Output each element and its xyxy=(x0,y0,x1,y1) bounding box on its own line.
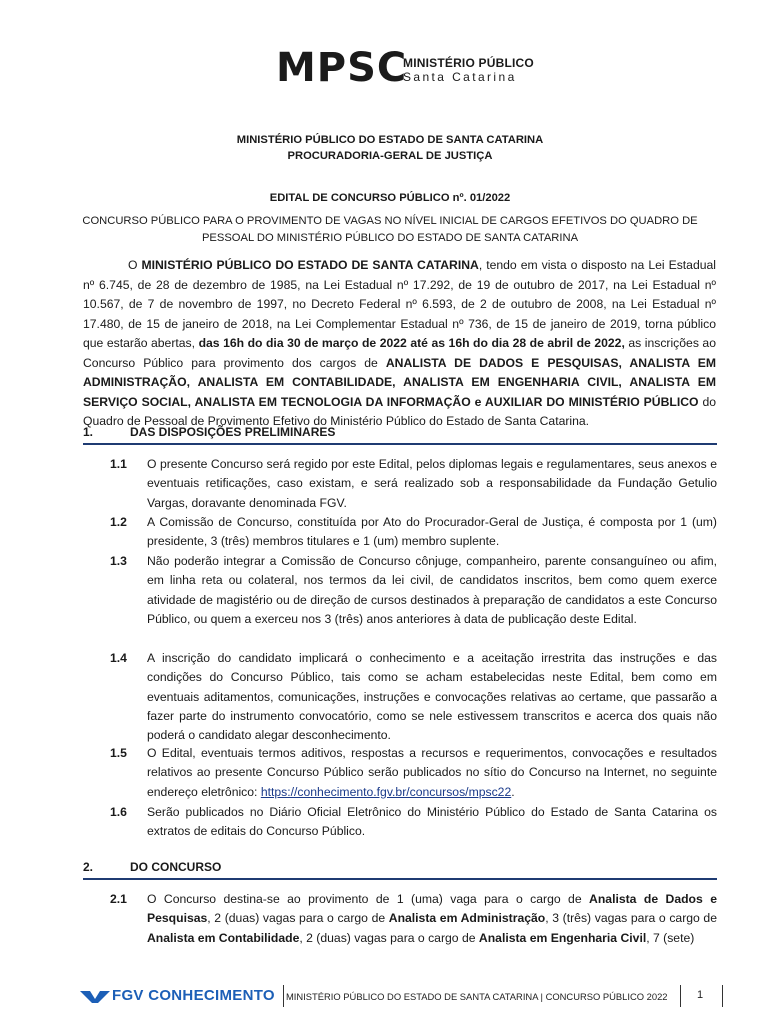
section-1-number: 1. xyxy=(83,425,94,439)
subtitle-line-2: PESSOAL DO MINISTÉRIO PÚBLICO DO ESTADO DE SANTA CATARINA xyxy=(201,232,579,244)
clause-number: 1.3 xyxy=(110,554,127,568)
intro-bold-org: MINISTÉRIO PÚBLICO DO ESTADO DE SANTA CATARINA xyxy=(141,258,479,272)
clause-text-part: , 7 (sete) xyxy=(646,930,695,945)
section-1-rule xyxy=(83,443,717,445)
page-number: 1 xyxy=(697,989,704,1001)
concurso-url-link[interactable]: https://conhecimento.fgv.br/concursos/mpsc22 xyxy=(260,784,512,799)
intro-bold-dates: das 16h do dia 30 de março de 2022 até as 16h do dia 28 de abril de 2022, xyxy=(198,336,625,350)
clause-number: 1.6 xyxy=(110,805,127,819)
position-administracao: Analista em Administração xyxy=(388,911,546,926)
header-org: MINISTÉRIO PÚBLICO DO ESTADO DE SANTA CATARINA xyxy=(236,134,544,146)
section-2-number: 2. xyxy=(83,860,94,874)
clause-text-part: , 2 (duas) vagas para o cargo de xyxy=(299,930,479,945)
clause-number: 1.1 xyxy=(110,457,127,471)
clause-number: 1.4 xyxy=(110,651,127,665)
clause-text-part: , 2 (duas) vagas para o cargo de xyxy=(207,911,389,926)
clause-text xyxy=(147,890,717,948)
clause-number: 1.5 xyxy=(110,746,127,760)
edital-title: EDITAL DE CONCURSO PÚBLICO nº. 01/2022 xyxy=(269,192,511,204)
section-1-title: DAS DISPOSIÇÕES PRELIMINARES xyxy=(130,425,336,439)
header-dept: PROCURADORIA-GERAL DE JUSTIÇA xyxy=(287,150,493,162)
footer-divider xyxy=(680,985,681,1007)
intro-text-4: do Quadro de Pessoal de Provimento Efetivo do Ministério Público do Estado de Santa Catarina. xyxy=(83,394,716,428)
intro-bold-positions: ANALISTA DE DADOS E PESQUISAS, ANALISTA EM ADMINISTRAÇÃO, ANALISTA EM CONTABILIDADE, ANALISTA EM ENGENHARIA CIVIL, ANALISTA EM SERVIÇO SOCIAL, ANALISTA EM TECNOLOGIA DA INFORMAÇÃO e AUXILIAR DO MINISTÉRIO PÚBLICO xyxy=(83,355,716,409)
position-dados-pesquisas: Analista de Dados e Pesquisas xyxy=(147,892,717,926)
intro-text-2: , tendo em vista o disposto na Lei Estadual nº 6.745, de 28 de dezembro de 1985, na Lei Estadual nº 17.292, de 19 de outubro de 2017, na Lei Estadual nº 10.567, de 7 de novembro de 1997, no Decreto Federal nº 6.593, de 2 de outubro de 2008, na Lei Estadual nº 17.480, de 15 de janeiro de 2018, na Lei Complementar Estadual nº 736, de 15 de janeiro de 2019, torna público que estarão abertas, xyxy=(83,258,716,350)
position-contabilidade: Analista em Contabilidade xyxy=(147,930,300,945)
clause-number: 2.1 xyxy=(110,892,127,906)
fgv-brand: FGV CONHECIMENTO xyxy=(112,987,275,1004)
mpsc-logo xyxy=(276,44,536,92)
section-2-title: DO CONCURSO xyxy=(130,860,222,874)
clause-text: O presente Concurso será regido por este Edital, pelos diplomas legais e regulamentares, seus anexos e eventuais retificações, caso existam, e será realizado sob a responsabilidade da Fundação Getulio Vargas, doravante denominada FGV. xyxy=(147,457,717,510)
clause-text-end: . xyxy=(511,784,515,799)
intro-text-3: as inscrições ao Concurso Público para provimento dos cargos de xyxy=(83,336,716,370)
clause-number: 1.2 xyxy=(110,515,127,529)
position-engenharia-civil: Analista em Engenharia Civil xyxy=(478,930,647,945)
footer-divider xyxy=(722,985,723,1007)
fgv-logo-icon xyxy=(80,989,110,1003)
clause-text: A Comissão de Concurso, constituída por Ato do Procurador-Geral de Justiça, é composta por 1 (um) presidente, 3 (três) membros titulares e 1 (um) membro suplente. xyxy=(147,515,717,549)
logo-mark: MPSC xyxy=(276,45,408,91)
section-2-rule xyxy=(83,878,717,880)
page-footer xyxy=(0,985,770,1009)
clause-text: Não poderão integrar a Comissão de Concurso cônjuge, companheiro, parente consanguíneo ou afim, em linha reta ou colateral, nos termos da lei civil, de candidatos inscritos, bem como quem exerce atividade de magistério ou de direção de cursos destinados à preparação de candidatos a este Concurso Público, ou quem a exerceu nos 3 (três) anos anteriores à data de publicação deste Edital. xyxy=(147,554,717,626)
clause-text: Serão publicados no Diário Oficial Eletrônico do Ministério Público do Estado de Santa Catarina os extratos de editais do Concurso Público. xyxy=(147,805,717,839)
intro-text-1: O xyxy=(128,258,142,272)
clause-text xyxy=(147,744,717,802)
clause-text-body: O Edital, eventuais termos aditivos, respostas a recursos e requerimentos, convocações e resultados relativos ao presente Concurso Público serão publicados no sítio do Concurso na Internet, no seguinte endereço eletrônico: xyxy=(147,746,717,799)
footer-text: MINISTÉRIO PÚBLICO DO ESTADO DE SANTA CATARINA | CONCURSO PÚBLICO 2022 xyxy=(286,991,668,1002)
logo-line-1: MINISTÉRIO PÚBLICO xyxy=(403,56,534,70)
footer-divider xyxy=(283,985,284,1007)
subtitle-line-1: CONCURSO PÚBLICO PARA O PROVIMENTO DE VAGAS NO NÍVEL INICIAL DE CARGOS EFETIVOS DO QUADRO DE xyxy=(82,215,698,227)
intro-paragraph xyxy=(83,256,716,432)
logo-line-2: Santa Catarina xyxy=(403,70,517,84)
clause-text-part: O Concurso destina-se ao provimento de 1 (uma) vaga para o cargo de xyxy=(147,892,590,906)
clause-text-part: , 3 (três) vagas para o cargo de xyxy=(545,911,717,926)
clause-text: A inscrição do candidato implicará o conhecimento e a aceitação irrestrita das instruções e das condições do Concurso Público, tais como se acham estabelecidas neste Edital, bem como em eventuais aditamentos, comunicações, instruções e convocações relativas ao certame, que passarão a fazer parte do instrumento convocatório, como se nele estivessem transcritos e acerca dos quais não poderá o candidato alegar desconhecimento. xyxy=(147,651,717,743)
